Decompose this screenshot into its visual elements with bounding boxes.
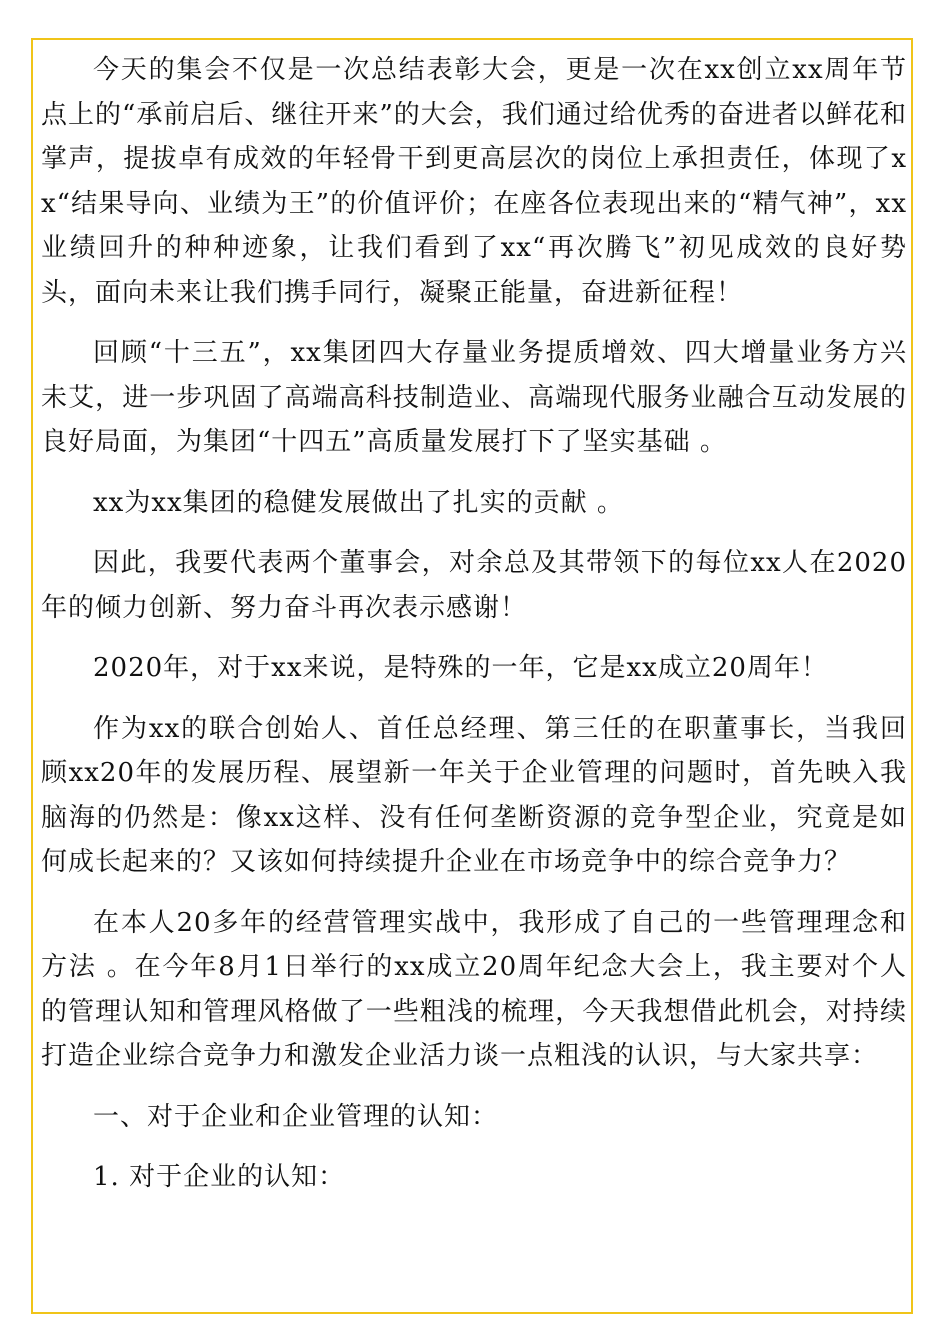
paragraph-3: xx为xx集团的稳健发展做出了扎实的贡献 。 — [93, 487, 624, 518]
document-body — [41, 48, 907, 1216]
subsection-heading: 1. 对于企业的认知： — [93, 1162, 346, 1192]
section-heading: 一、对于企业和企业管理的认知： — [93, 1101, 499, 1132]
paragraph-4: 因此，我要代表两个董事会，对余总及其带领下的每位xx人在2020年的倾力创新、努力奋斗再次表示感谢！ — [41, 548, 907, 623]
paragraph-6: 作为xx的联合创始人、首任总经理、第三任的在职董事长，当我回顾xx20年的发展历程、展望新一年关于企业管理的问题时，首先映入我脑海的仍然是：像xx这样、没有任何垄断资源的竞争型企业，究竟是如何成长起来的？又该如何持续提升企业在市场竞争中的综合竞争力？ — [41, 713, 907, 877]
paragraph-2: 回顾“十三五”，xx集团四大存量业务提质增效、四大增量业务方兴未艾，进一步巩固了高端高科技制造业、高端现代服务业融合互动发展的良好局面，为集团“十四五”高质量发展打下了坚实基础 。 — [41, 338, 907, 457]
paragraph-5: 2020年，对于xx来说，是特殊的一年，它是xx成立20周年！ — [93, 653, 828, 683]
paragraph-7: 在本人20多年的经营管理实战中，我形成了自己的一些管理理念和方法 。在今年8月1日举行的xx成立20周年纪念大会上，我主要对个人的管理认知和管理风格做了一些粗浅的梳理，今天我想借此机会，对持续打造企业综合竞争力和激发企业活力谈一点粗浅的认识，与大家共享： — [41, 907, 907, 1071]
paragraph-1: 今天的集会不仅是一次总结表彰大会，更是一次在xx创立xx周年节点上的“承前启后、继往开来”的大会，我们通过给优秀的奋进者以鲜花和掌声，提拔卓有成效的年轻骨干到更高层次的岗位上承担责任，体现了xx“结果导向、业绩为王”的价值评价；在座各位表现出来的“精气神”，xx业绩回升的种种迹象，让我们看到了xx“再次腾飞”初见成效的良好势头，面向未来让我们携手同行，凝聚正能量，奋进新征程！ — [41, 55, 907, 308]
